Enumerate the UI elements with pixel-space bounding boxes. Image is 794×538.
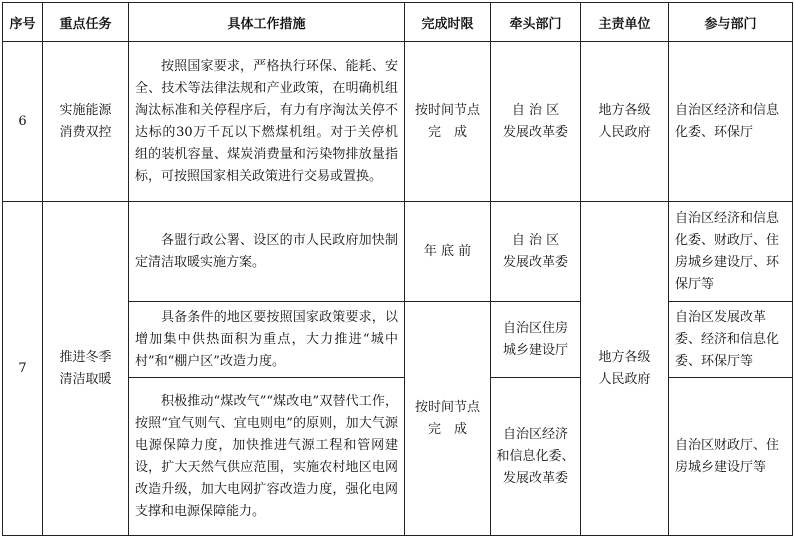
header-no: 序号 [3, 3, 43, 42]
row-deadline: 年 底 前 [405, 202, 491, 302]
header-participants: 参与部门 [669, 3, 793, 42]
row-participants [669, 378, 793, 536]
row-measure [129, 42, 405, 202]
header-lead: 牵头部门 [491, 3, 581, 42]
header-row [3, 3, 793, 42]
row-responsible: 地方各级 人民政府 [581, 42, 669, 202]
policy-table [2, 2, 793, 536]
row-lead: 自治区经济 和信息化委、 发展改革委 [491, 378, 581, 536]
header-responsible: 主责单位 [581, 3, 669, 42]
header-measure: 具体工作措施 [129, 3, 405, 42]
row-task: 推进冬季 清洁取暖 [43, 202, 129, 536]
row-task: 实施能源 消费双控 [43, 42, 129, 202]
measure-text: 具备条件的地区要按照国家政策要求，以增加集中供热面积为重点，大力推进“城中村”和“棚户区”改造力度。 [135, 309, 398, 369]
participants-text: 自治区经济和信息化委、财政厅、住房城乡建设厅、环保厅等 [675, 210, 780, 292]
row-no: 6 [3, 42, 43, 202]
row-lead: 自治区住房 城乡建设厅 [491, 302, 581, 378]
header-deadline: 完成时限 [405, 3, 491, 42]
row-measure [129, 302, 405, 378]
row-deadline: 按时间节点 完 成 [405, 302, 491, 536]
row-lead: 自 治 区 发展改革委 [491, 42, 581, 202]
table-row [3, 202, 793, 302]
participants-text: 自治区经济和信息化委、环保厅 [675, 102, 780, 140]
table-row [3, 42, 793, 202]
participants-text: 自治区发展改革委、经济和信息化委、环保厅等 [675, 309, 780, 369]
row-participants [669, 42, 793, 202]
row-participants [669, 302, 793, 378]
row-responsible: 地方各级 人民政府 [581, 202, 669, 536]
row-participants [669, 202, 793, 302]
row-no: 7 [3, 202, 43, 536]
row-deadline: 按时间节点 完 成 [405, 42, 491, 202]
row-lead: 自 治 区 发展改革委 [491, 202, 581, 302]
measure-text: 积极推动“煤改气”“煤改电”双替代工作，按照“宜气则气、宜电则电”的原则，加大气源电源保障力度，加快推进气源工程和管网建设，扩大天然气供应范围，实施农村地区电网改造升级，加大电网扩容改造力度，强化电网支撑和电源保障能力。 [135, 393, 398, 519]
measure-text: 各盟行政公署、设区的市人民政府加快制定清洁取暖实施方案。 [135, 232, 398, 270]
header-task: 重点任务 [43, 3, 129, 42]
row-measure [129, 378, 405, 536]
participants-text: 自治区财政厅、住房城乡建设厅等 [675, 437, 780, 475]
row-measure [129, 202, 405, 302]
measure-text: 按照国家要求，严格执行环保、能耗、安全、技术等法律法规和产业政策，在明确机组淘汰标准和关停程序后，有力有序淘汰关停不达标的30万千瓦以下燃煤机组。对于关停机组的装机容量、煤炭消费量和污染物排放量指标，可按照国家相关政策进行交易或置换。 [135, 58, 398, 184]
